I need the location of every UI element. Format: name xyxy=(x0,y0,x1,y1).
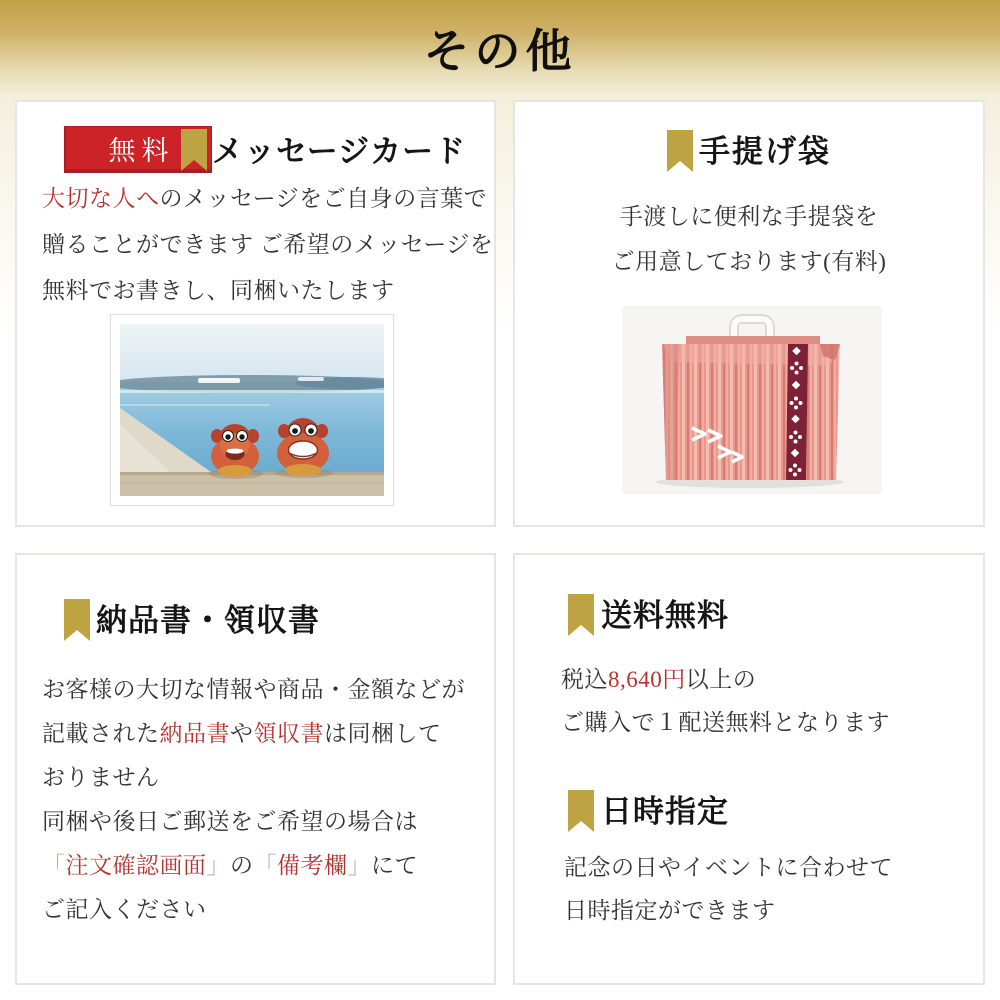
message-card-title: メッセージカード xyxy=(212,134,467,169)
message-card-description: 大切な人へのメッセージをご自身の言葉で 贈ることができます ご希望のメッセージを 無料でお書きし、同梱いたします xyxy=(42,186,494,303)
panel-invoice-receipt xyxy=(15,553,496,985)
panel-shipping-datetime xyxy=(513,553,985,985)
shisa-lions-photo xyxy=(110,314,394,506)
invoice-title: 納品書・領収書 xyxy=(96,603,320,638)
invoice-description: お客様の大切な情報や商品・金額などが 記載された納品書や領収書は同梱して おりません 同梱や後日ご郵送をご希望の場合は 「注文確認画面」の「備考欄」にて ご記入ください xyxy=(42,677,465,922)
free-shipping-title: 送料無料 xyxy=(601,598,729,633)
bookmark-icon xyxy=(181,129,207,171)
highlight-text: 8,640円 xyxy=(608,667,686,692)
tote-bag-description: 手渡しに便利な手提袋を ご用意しております(有料) xyxy=(611,204,887,274)
page-header xyxy=(0,0,1000,95)
page-title: その他 xyxy=(423,25,577,77)
panel-message-card xyxy=(15,100,496,527)
highlight-text: 注文確認画面 xyxy=(65,853,207,878)
tote-bag-title: 手提げ袋 xyxy=(699,134,831,169)
highlight-text: 納品書 xyxy=(159,721,230,746)
free-shipping-description: 税込8,640円以上の ご購入で１配送無料となります xyxy=(561,667,890,735)
highlight-text: 大切な人へ xyxy=(42,186,160,211)
bookmark-icon xyxy=(568,594,594,636)
bookmark-icon xyxy=(64,599,90,641)
datetime-title: 日時指定 xyxy=(601,794,729,829)
datetime-description: 記念の日やイベントに合わせて 日時指定ができます xyxy=(564,855,893,923)
free-badge: 無料 xyxy=(64,126,212,173)
highlight-text: 領収書 xyxy=(253,721,324,746)
highlight-text: 備考欄 xyxy=(277,853,348,878)
tote-bag-photo xyxy=(622,306,882,494)
bookmark-icon xyxy=(568,790,594,832)
panel-tote-bag xyxy=(513,100,985,527)
bookmark-icon xyxy=(667,130,693,172)
